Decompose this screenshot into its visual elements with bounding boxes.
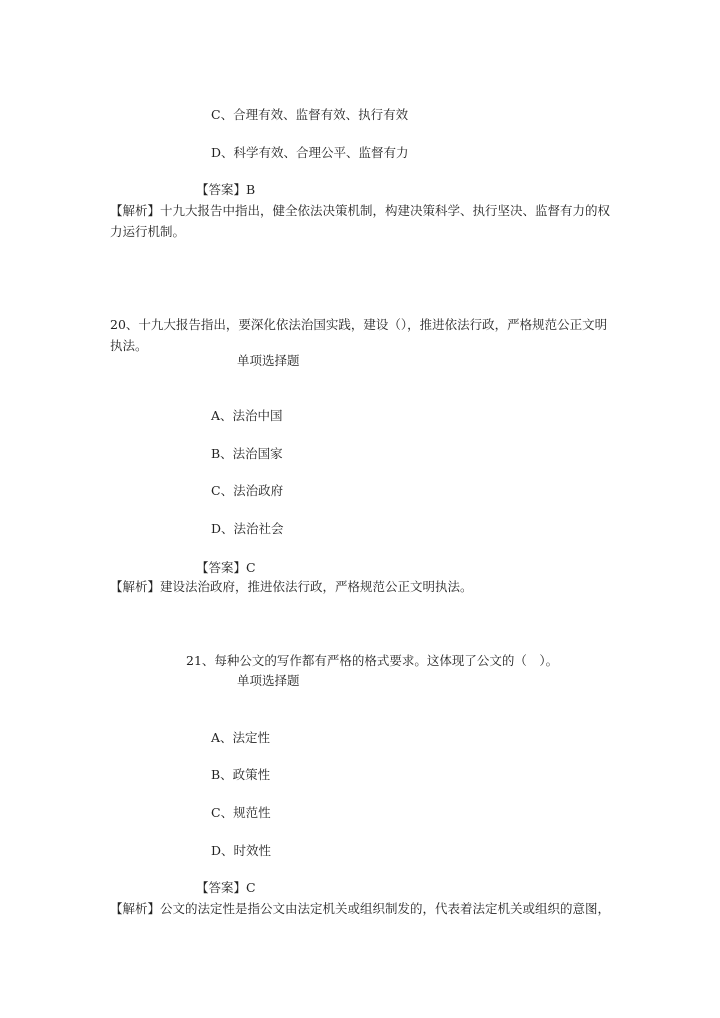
q21-option-b: B、政策性 (211, 767, 271, 782)
q19-option-d: D、科学有效、合理公平、监督有力 (211, 145, 409, 160)
q21-answer: 【答案】C (196, 880, 256, 895)
q21-option-a: A、法定性 (211, 730, 271, 745)
q20-answer: 【答案】C (196, 560, 256, 575)
q20-option-c: C、法治政府 (211, 483, 284, 498)
q20-analysis: 【解析】建设法治政府，推进依法行政，严格规范公正文明执法。 (110, 579, 473, 594)
q21-analysis: 【解析】公文的法定性是指公文由法定机关或组织制发的，代表着法定机关或组织的意图， (110, 901, 611, 916)
q20-question-type: 单项选择题 (237, 353, 300, 368)
q21-question-type: 单项选择题 (237, 673, 300, 688)
q21-option-c: C、规范性 (211, 805, 271, 820)
q21-option-d: D、时效性 (211, 843, 272, 858)
q19-analysis: 【解析】十九大报告中指出，健全依法决策机制，构建决策科学、执行坚决、监督有力的权力运行机制。 (110, 203, 611, 239)
q20-option-b: B、法治国家 (211, 446, 283, 461)
q19-option-c: C、合理有效、监督有效、执行有效 (211, 107, 409, 122)
q21-stem: 21、每种公文的写作都有严格的格式要求。这体现了公文的（ ）。 (186, 653, 559, 668)
q20-option-d: D、法治社会 (211, 521, 284, 536)
q19-answer: 【答案】B (196, 182, 256, 197)
q20-stem: 20、十九大报告指出，要深化依法治国实践，建设（），推进依法行政，严格规范公正文明执法。 (110, 317, 608, 353)
q20-option-a: A、法治中国 (211, 408, 283, 423)
